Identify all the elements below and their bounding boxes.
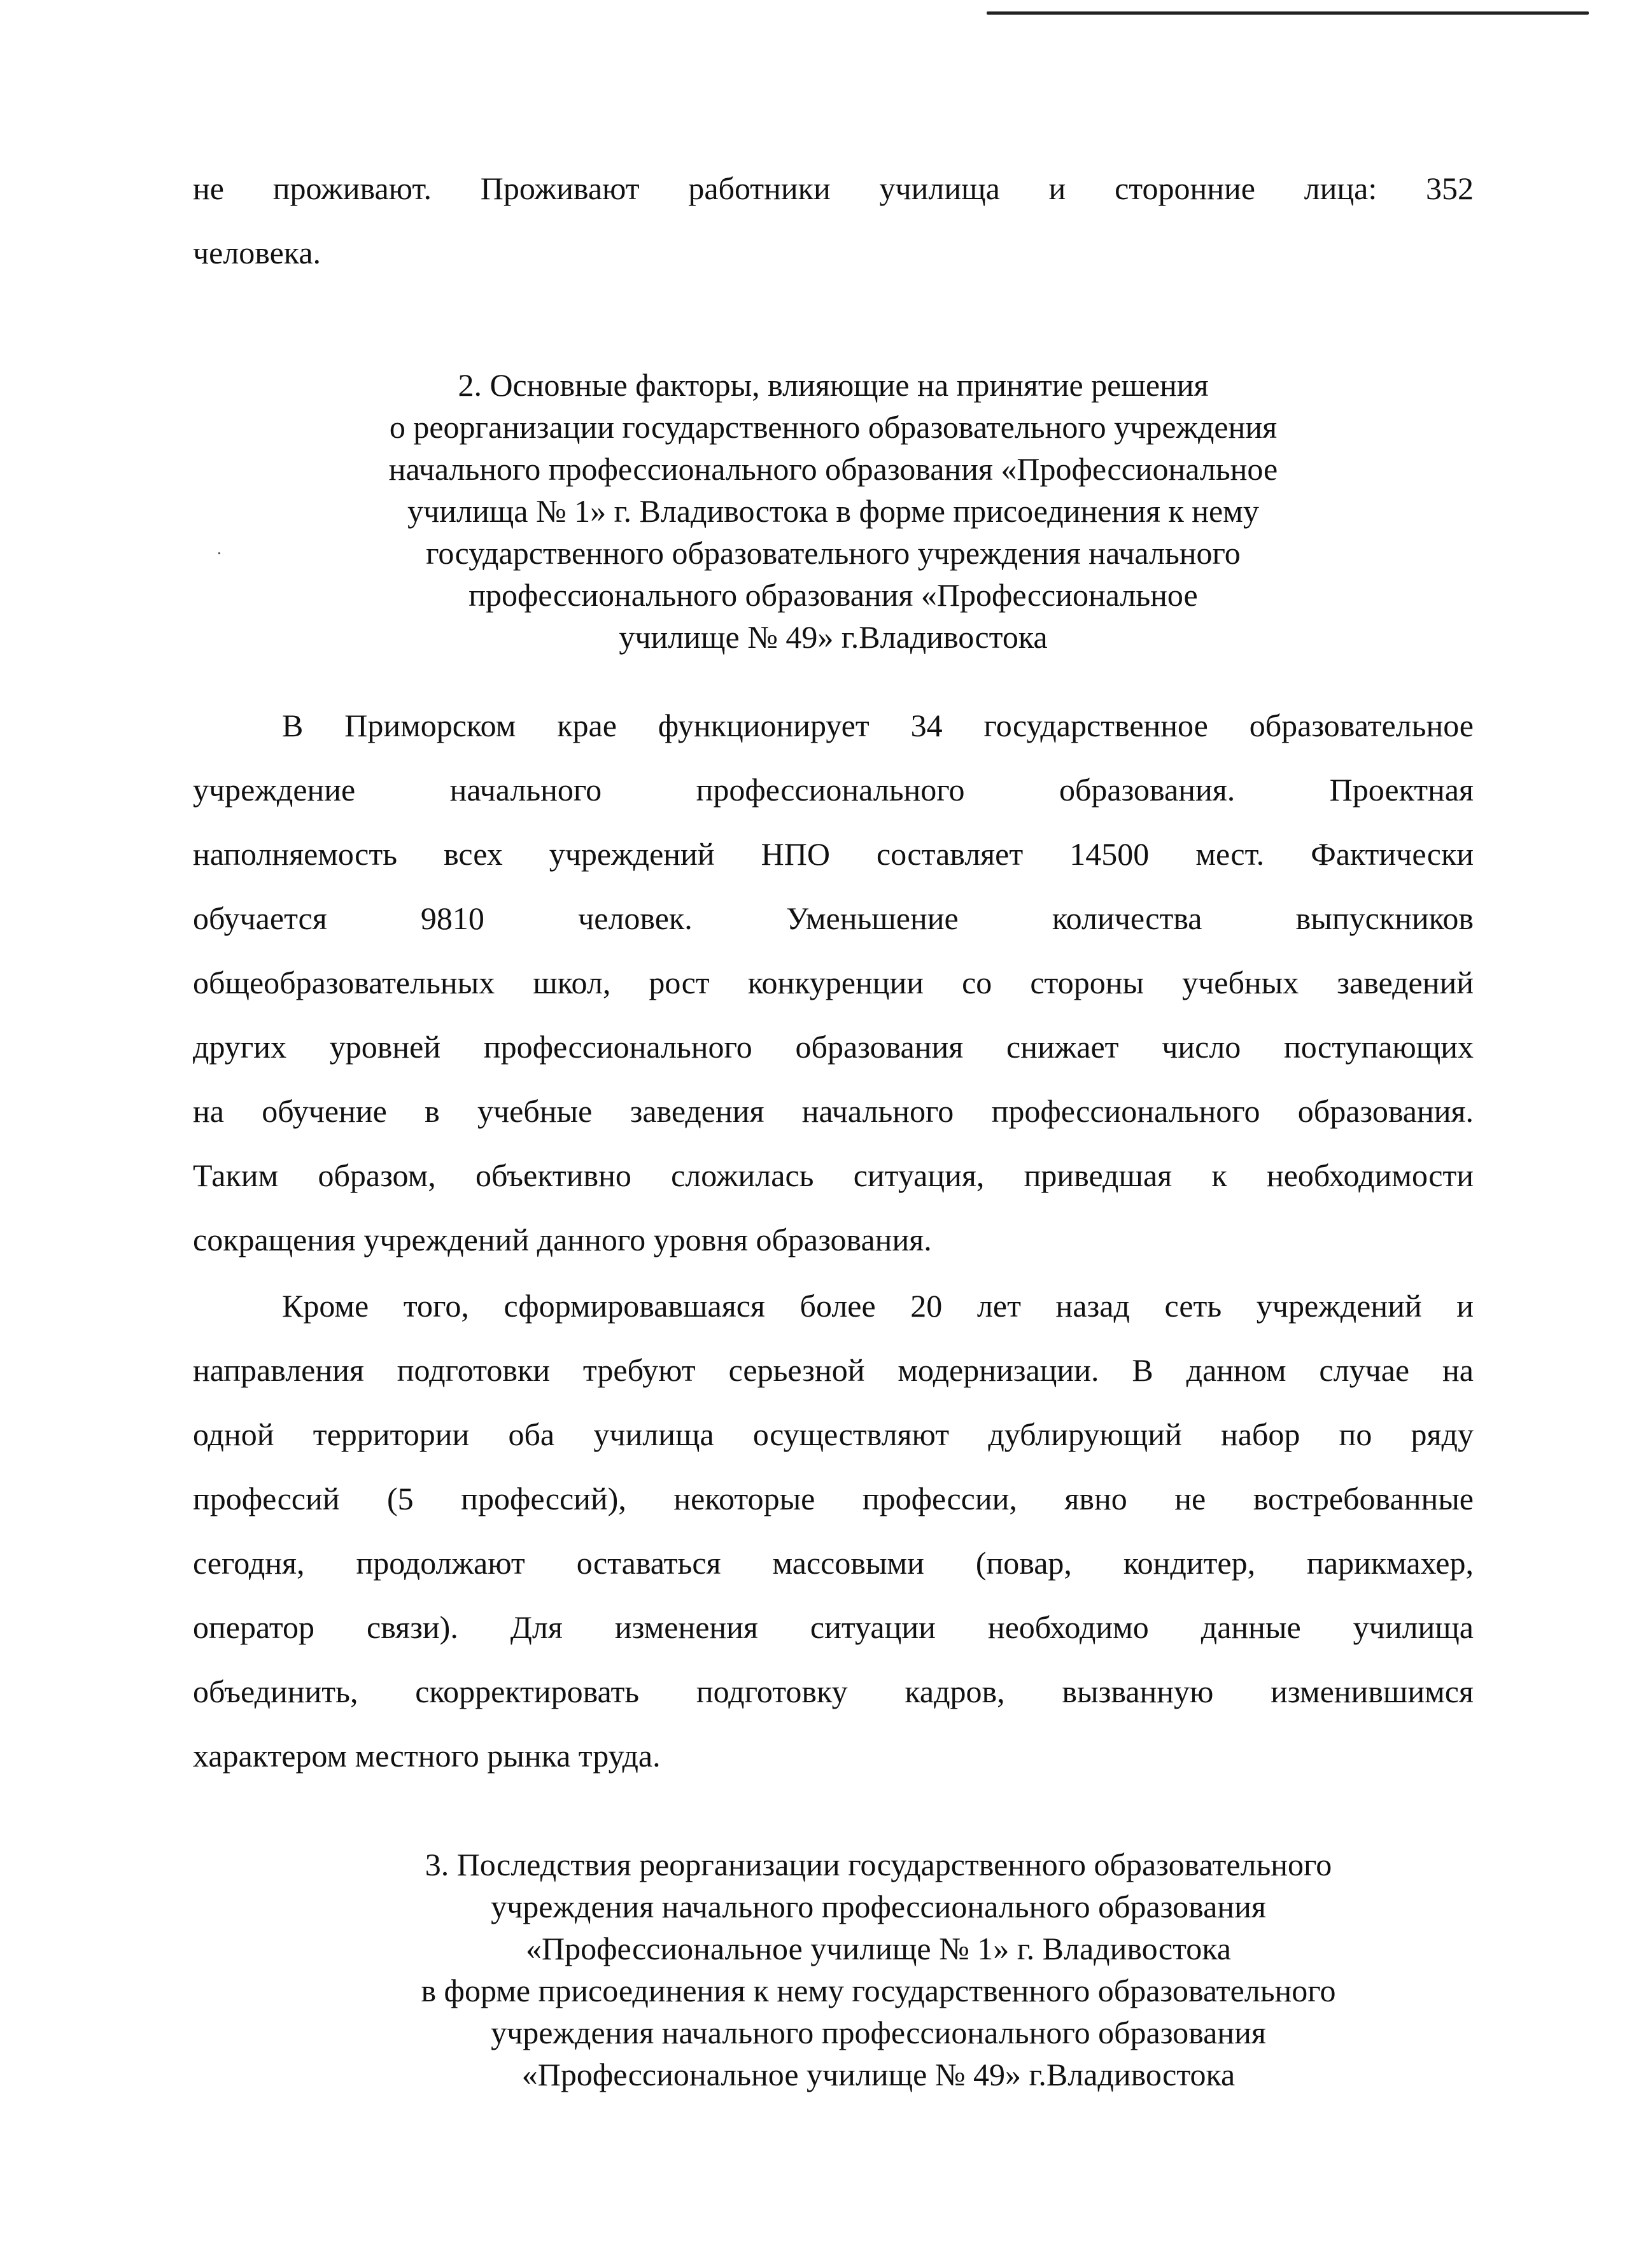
text-line: общеобразовательных школ, рост конкуренции со стороны учебных заведений [193, 965, 1474, 1000]
heading-line: «Профессиональное училище № 1» г. Владивостока [526, 1931, 1231, 1966]
text-line: одной территории оба училища осуществляют дублирующий набор по ряду [193, 1417, 1474, 1452]
text-line: наполняемость всех учреждений НПО составляет 14500 мест. Фактически [193, 836, 1474, 872]
text-line: сегодня, продолжают оставаться массовыми (повар, кондитер, парикмахер, [193, 1545, 1474, 1581]
text-line: объединить, скорректировать подготовку кадров, вызванную изменившимся [193, 1674, 1474, 1709]
heading-line: 3. Последствия реорганизации государственного образовательного [425, 1847, 1332, 1882]
heading-line: в форме присоединения к нему государственного образовательного [421, 1973, 1336, 2008]
heading-line: училище № 49» г.Владивостока [619, 619, 1048, 655]
intro-paragraph [193, 157, 1474, 285]
text-line: других уровней профессионального образования снижает число поступающих [193, 1029, 1474, 1065]
text-line: Таким образом, объективно сложилась ситуация, приведшая к необходимости [193, 1158, 1474, 1193]
text-line: человека. [193, 235, 321, 270]
text-line: В Приморском крае функционирует 34 государственное образовательное [282, 708, 1474, 743]
text-line: характером местного рынка труда. [193, 1738, 661, 1774]
heading-line: учреждения начального профессионального образования [491, 2015, 1266, 2050]
section-2-heading [193, 364, 1474, 658]
text-line: на обучение в учебные заведения начального профессионального образования. [193, 1093, 1474, 1129]
heading-line: «Профессиональное училище № 49» г.Владивостока [521, 2057, 1236, 2092]
text-line: направления подготовки требуют серьезной модернизации. В данном случае на [193, 1352, 1474, 1388]
heading-line: училища № 1» г. Владивостока в форме присоединения к нему [407, 493, 1259, 529]
text-line: учреждение начального профессионального образования. Проектная [193, 772, 1474, 808]
heading-line: учреждения начального профессионального образования [491, 1889, 1266, 1924]
heading-line: профессионального образования «Профессиональное [468, 577, 1198, 613]
text-line: профессий (5 профессий), некоторые профессии, явно не востребованные [193, 1481, 1474, 1516]
text-line: обучается 9810 человек. Уменьшение количества выпускников [193, 900, 1474, 936]
heading-line: 2. Основные факторы, влияющие на принятие решения [458, 367, 1209, 403]
heading-line: о реорганизации государственного образовательного учреждения [389, 409, 1278, 445]
heading-line: государственного образовательного учреждения начального [426, 535, 1241, 571]
top-rule [987, 11, 1589, 15]
section-2-paragraph-2 [193, 1274, 1474, 1788]
section-3-heading [318, 1844, 1439, 2096]
heading-line: начального профессионального образования «Профессиональное [388, 451, 1278, 487]
text-line: Кроме того, сформировавшаяся более 20 лет назад сеть учреждений и [282, 1288, 1474, 1324]
text-line: оператор связи). Для изменения ситуации необходимо данные училища [193, 1609, 1474, 1645]
section-2-paragraph-1 [193, 694, 1474, 1272]
text-line: сокращения учреждений данного уровня образования. [193, 1222, 932, 1257]
text-line: не проживают. Проживают работники училища и сторонние лица: 352 [193, 171, 1474, 206]
